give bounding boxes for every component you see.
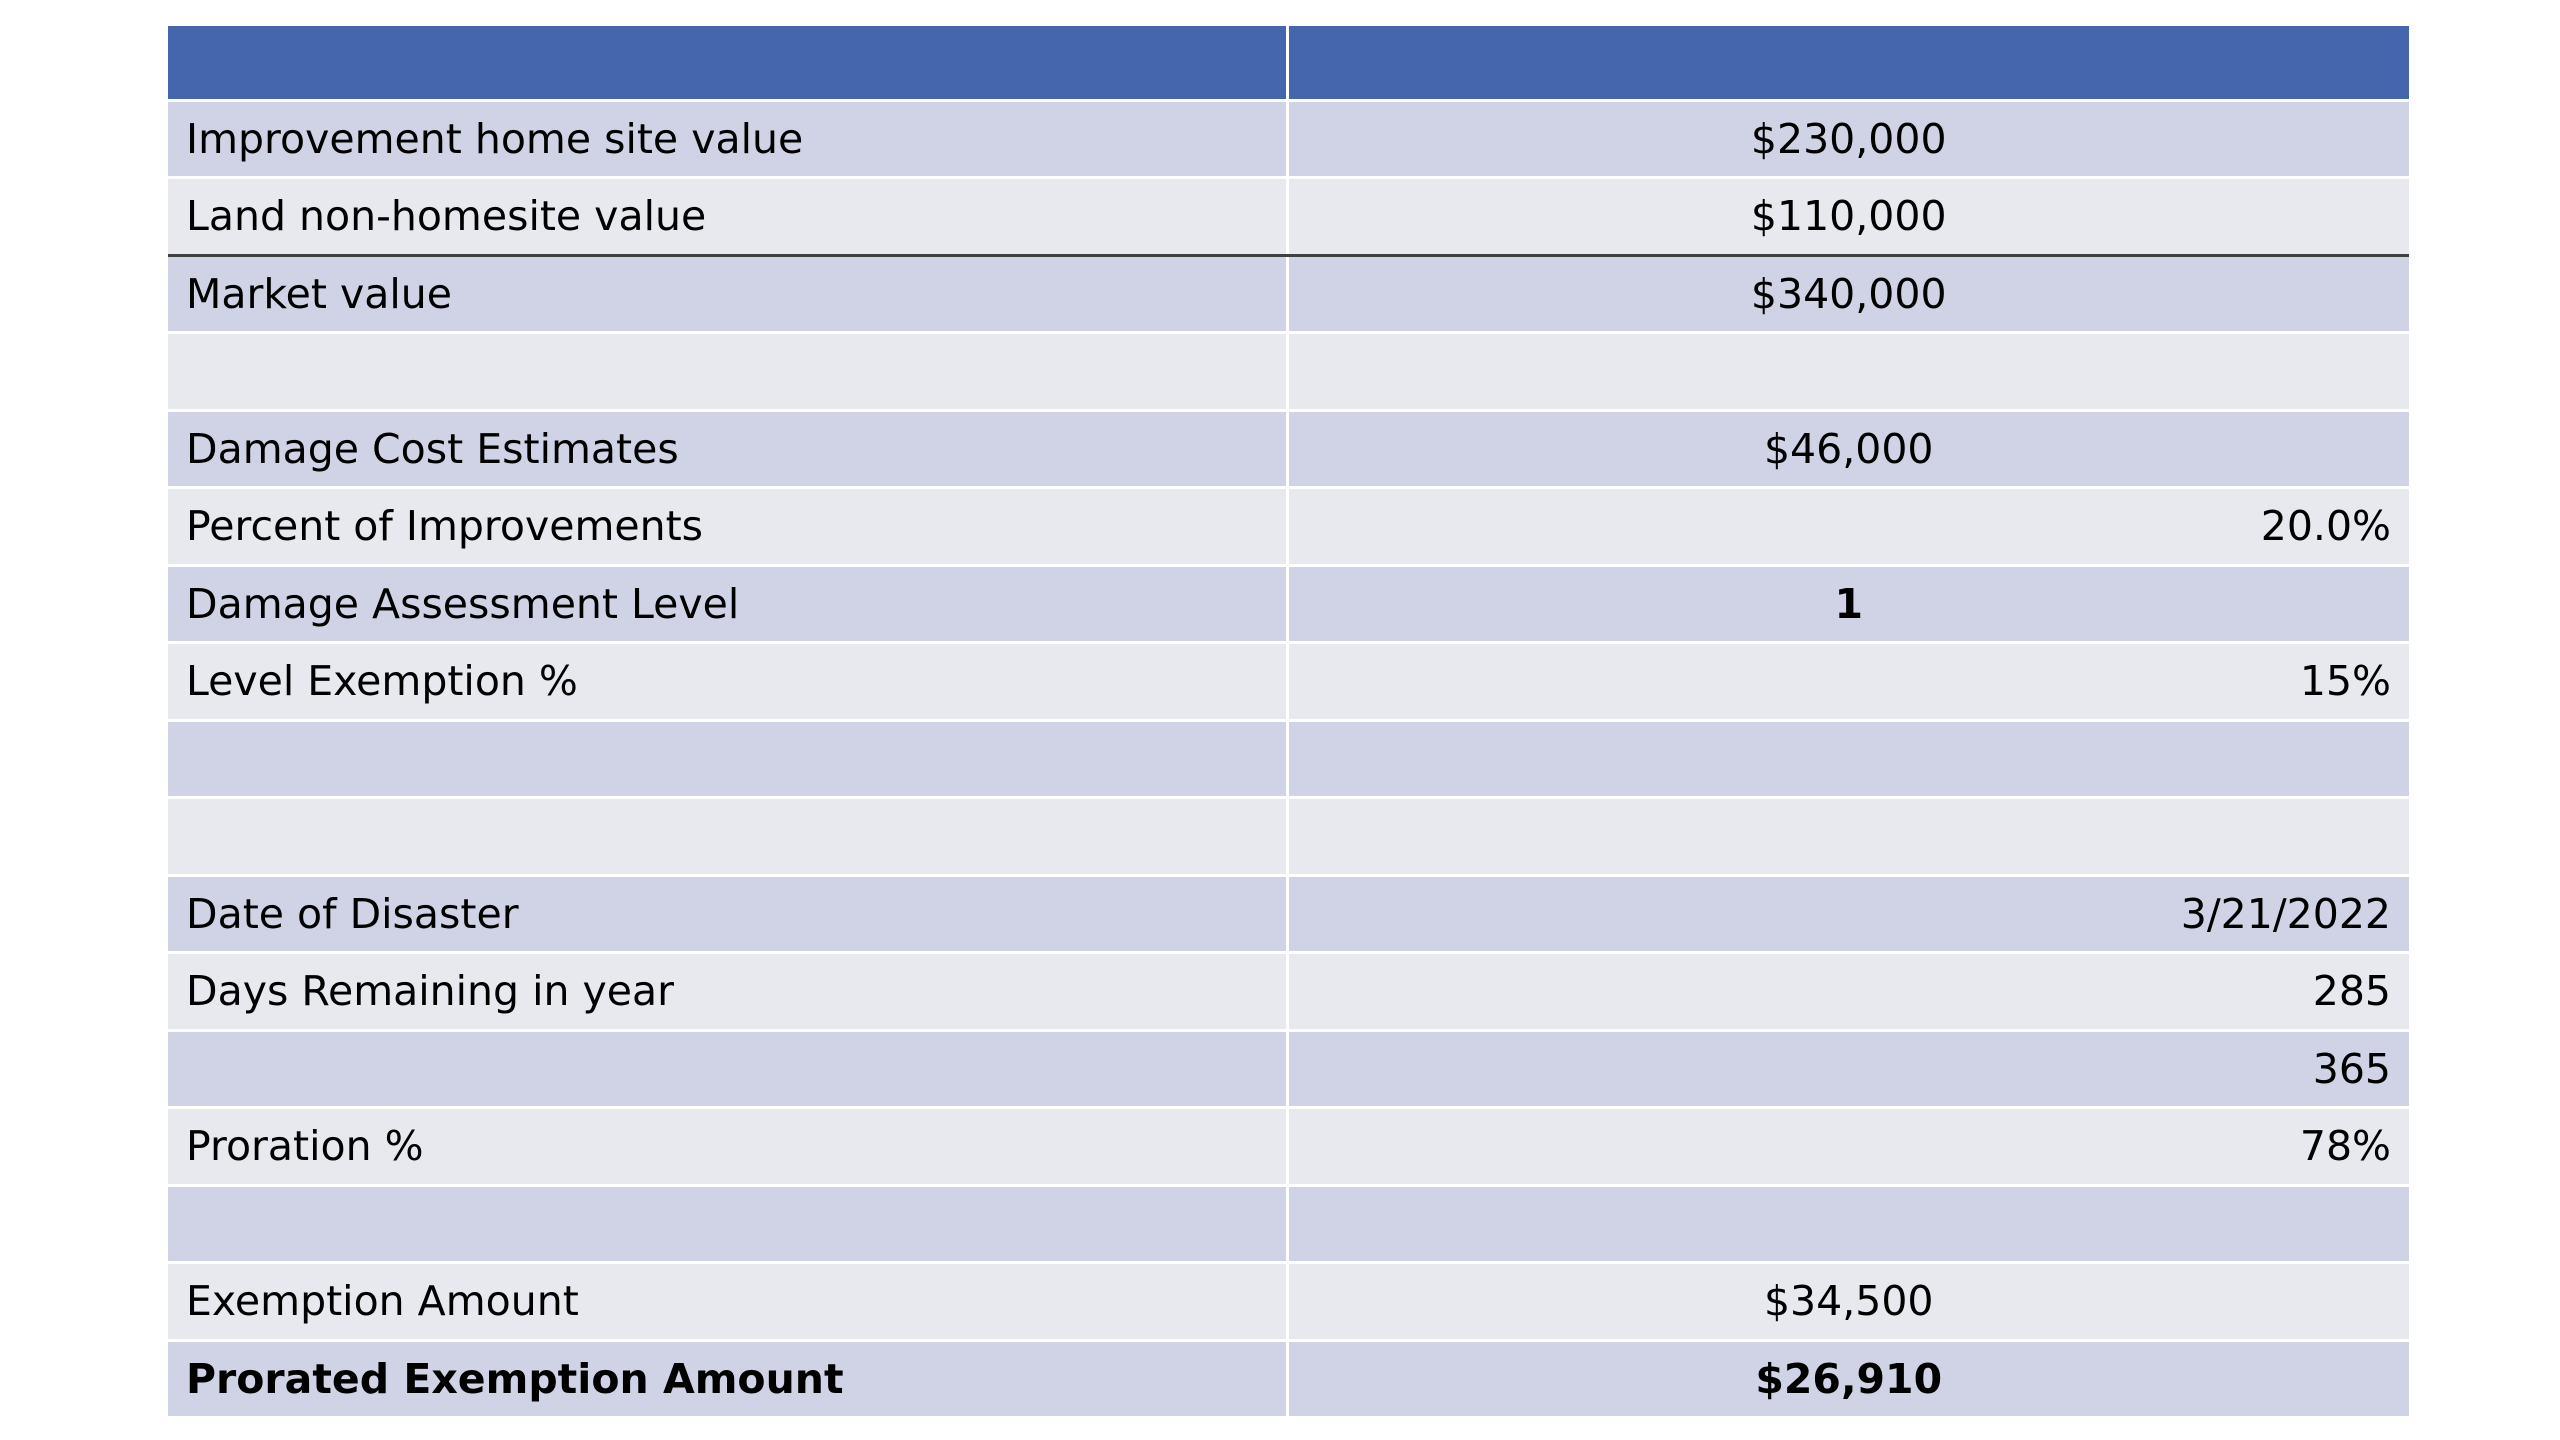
- row-value: [1287, 798, 2409, 876]
- row-label: Level Exemption %: [168, 643, 1287, 721]
- row-value: 78%: [1287, 1108, 2409, 1186]
- header-cell-value: [1287, 26, 2409, 100]
- exemption-calculation-table: [168, 26, 2409, 1419]
- row-label: [168, 798, 1287, 876]
- header-cell-label: [168, 26, 1287, 100]
- table-row: [168, 1185, 2409, 1263]
- row-label: [168, 333, 1287, 411]
- table-row: [168, 333, 2409, 411]
- exemption-calculation-table-container: [168, 26, 2409, 1419]
- table-row: [168, 953, 2409, 1031]
- row-value: 1: [1287, 565, 2409, 643]
- table-row: [168, 410, 2409, 488]
- row-label: Market value: [168, 255, 1287, 333]
- row-value: 20.0%: [1287, 488, 2409, 566]
- table-row: [168, 875, 2409, 953]
- table-row: [168, 1030, 2409, 1108]
- row-label: [168, 720, 1287, 798]
- table-row: [168, 1263, 2409, 1341]
- row-label: Prorated Exemption Amount: [168, 1340, 1287, 1418]
- table-header-row: [168, 26, 2409, 100]
- row-value: 365: [1287, 1030, 2409, 1108]
- row-value: [1287, 720, 2409, 798]
- row-value: [1287, 1185, 2409, 1263]
- row-label: Damage Assessment Level: [168, 565, 1287, 643]
- row-label: Damage Cost Estimates: [168, 410, 1287, 488]
- row-label: [168, 1185, 1287, 1263]
- row-value: $46,000: [1287, 410, 2409, 488]
- row-value: 3/21/2022: [1287, 875, 2409, 953]
- table-row-total: [168, 1340, 2409, 1418]
- row-value: $230,000: [1287, 100, 2409, 178]
- table-row: [168, 178, 2409, 256]
- table-row: [168, 565, 2409, 643]
- table-row: [168, 643, 2409, 721]
- table-row: [168, 100, 2409, 178]
- row-value: $26,910: [1287, 1340, 2409, 1418]
- row-value: $340,000: [1287, 255, 2409, 333]
- row-label: Percent of Improvements: [168, 488, 1287, 566]
- table-row: [168, 1108, 2409, 1186]
- table-row: [168, 488, 2409, 566]
- row-label: Days Remaining in year: [168, 953, 1287, 1031]
- row-label: Improvement home site value: [168, 100, 1287, 178]
- row-label: Proration %: [168, 1108, 1287, 1186]
- row-value: 285: [1287, 953, 2409, 1031]
- row-value: [1287, 333, 2409, 411]
- row-value: $34,500: [1287, 1263, 2409, 1341]
- row-label: [168, 1030, 1287, 1108]
- row-label: Exemption Amount: [168, 1263, 1287, 1341]
- table-row: [168, 255, 2409, 333]
- row-value: 15%: [1287, 643, 2409, 721]
- table-row: [168, 798, 2409, 876]
- table-row: [168, 720, 2409, 798]
- row-label: Date of Disaster: [168, 875, 1287, 953]
- row-label: Land non-homesite value: [168, 178, 1287, 256]
- row-value: $110,000: [1287, 178, 2409, 256]
